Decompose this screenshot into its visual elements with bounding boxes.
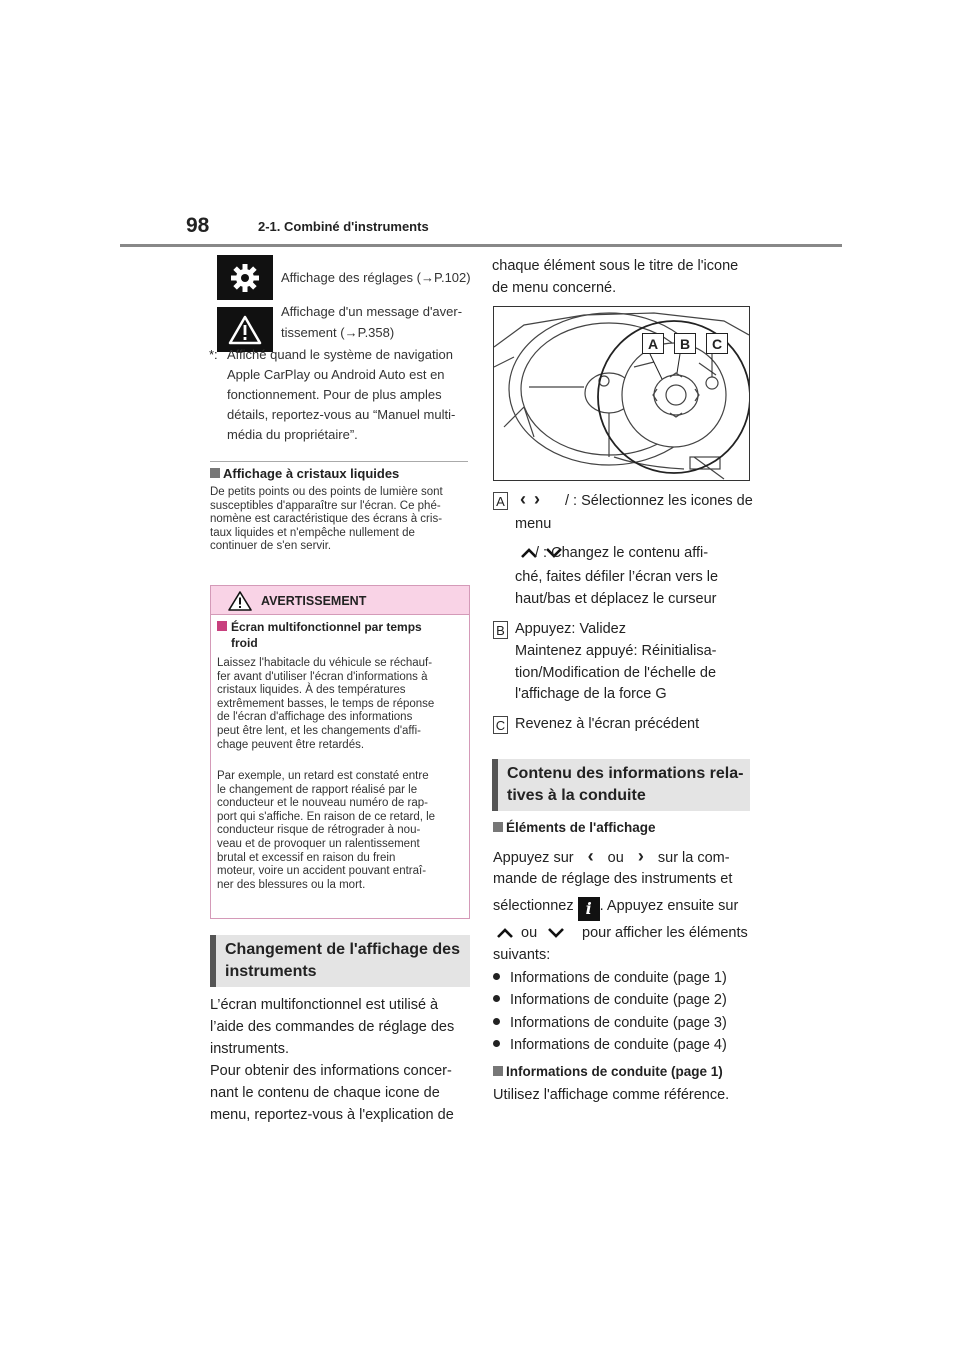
- text-line: Appuyez sur: [493, 850, 574, 866]
- footnote-line: média du propriétaire”.: [227, 427, 358, 442]
- legend-a-text: menu: [515, 516, 552, 532]
- text-line: peut être lent, et les changements d'affi-: [217, 724, 421, 737]
- text-line: veau et de provoquer un ralentissement: [217, 837, 420, 850]
- text-line: taux liquides et n'empêche nullement de: [210, 526, 415, 539]
- warning-subtitle: [217, 620, 422, 651]
- square-bullet-icon: [493, 822, 503, 832]
- text-line: fer avant d'utiliser l'écran d'informations à: [217, 670, 428, 683]
- text-line: l’aide des commandes de réglage des: [210, 1018, 455, 1035]
- text-line: brutal et excessif en raison du frein: [217, 851, 396, 864]
- label-c: C: [493, 716, 508, 734]
- footnote-line: Affiché quand le système de navigation: [227, 347, 453, 362]
- square-bullet-icon: [217, 621, 227, 631]
- footnote-line: fonctionnement. Pour de plus amples: [227, 387, 442, 402]
- page1-text: Utilisez l'affichage comme référence.: [493, 1087, 730, 1103]
- bullet-icon: [493, 1018, 500, 1025]
- text-line: Maintenez appuyé: Réinitialisa-: [515, 642, 717, 659]
- text-line: Laissez l'habitacle du véhicule se réchauf-: [217, 657, 433, 669]
- text-line: tissement (→P.358): [281, 325, 395, 340]
- legend-a-text: [535, 543, 708, 565]
- page1-heading: [493, 1064, 723, 1079]
- footnote-marker: *:: [209, 347, 218, 362]
- list-item: [493, 990, 727, 1012]
- chevron-right-icon: ›: [637, 846, 644, 866]
- paragraph: [210, 995, 454, 1060]
- bullet-list: [493, 968, 727, 1057]
- figure-label-a: A: [642, 333, 664, 354]
- footnote-line: détails, reportez-vous au “Manuel multi-: [227, 407, 456, 422]
- bullet-icon: [493, 995, 500, 1002]
- page1-title: Informations de conduite (page 1): [506, 1064, 723, 1079]
- list-item: [493, 968, 727, 990]
- warning-label: AVERTISSEMENT: [261, 594, 367, 608]
- section-heading: [210, 935, 470, 987]
- chevron-left-icon: ‹: [587, 846, 594, 866]
- chevron-right-icon: ›: [534, 489, 541, 509]
- text-line: l'affichage de la force G: [515, 686, 667, 703]
- text-line: le changement de rapport réalisé par le: [217, 783, 418, 796]
- lcd-title: Affichage à cristaux liquides: [223, 466, 400, 481]
- elements-line: mande de réglage des instruments et: [493, 871, 733, 887]
- text-line: moteur, voire un accident pouvant entraî-: [217, 865, 427, 878]
- square-bullet-icon: [210, 468, 220, 478]
- list-item-text: Informations de conduite (page 3): [510, 1014, 727, 1031]
- chevron-up-icon: [496, 926, 514, 944]
- label-b: B: [493, 621, 508, 639]
- text-line: . Appuyez ensuite sur: [599, 898, 739, 914]
- elements-line: [493, 896, 738, 921]
- settings-display-text: Affichage des réglages (→P.102): [281, 270, 471, 285]
- heading-line: instruments: [225, 963, 317, 980]
- legend-a-text: / : Sélectionnez les icones de: [565, 493, 753, 509]
- chevron-down-icon: [547, 926, 565, 944]
- text-line: conducteur et le nouveau numéro de rap-: [217, 797, 428, 810]
- list-item-text: Informations de conduite (page 1): [510, 970, 727, 986]
- heading-line: tives à la conduite: [507, 787, 646, 804]
- text-line: Pour obtenir des informations concer-: [210, 1063, 452, 1079]
- heading-line: Contenu des informations rela-: [507, 765, 744, 782]
- list-item: [493, 1035, 727, 1057]
- text-line: port qui s'affiche. En raison de ce retard, le: [217, 810, 436, 823]
- text-line: Par exemple, un retard est constaté entre: [217, 770, 429, 782]
- text-line: De petits points ou des points de lumière sont: [210, 486, 443, 498]
- bullet-icon: [493, 973, 500, 980]
- figure-label-b: B: [674, 333, 696, 354]
- text-line: conducteur risque de rétrograder à nou-: [217, 824, 421, 837]
- text-line: chage peuvent être retardés.: [217, 738, 365, 751]
- text-line: sélectionnez: [493, 898, 574, 914]
- warning-header: [211, 586, 469, 615]
- text-line: tion/Modification de l'échelle de: [515, 664, 717, 681]
- text-line: extrêmement basses, le temps de réponse: [217, 697, 435, 710]
- elements-line: pour afficher les éléments: [582, 925, 748, 941]
- warning-message-text: [281, 301, 462, 343]
- legend-c-text: Revenez à l'écran précédent: [515, 716, 700, 732]
- warning-box: [210, 585, 470, 919]
- text-line: L’écran multifonctionnel est utilisé à: [210, 997, 439, 1013]
- text-line: de menu concerné.: [492, 279, 617, 296]
- footnote: [227, 345, 455, 445]
- text-line: Écran multifonctionnel par temps: [231, 620, 422, 634]
- text-line: / : Changez le contenu affi-: [535, 545, 709, 561]
- section-title: 2-1. Combiné d'instruments: [258, 219, 429, 234]
- info-icon: i: [578, 897, 600, 921]
- divider: [210, 461, 468, 462]
- text-line: nant le contenu de chaque icone de: [210, 1084, 440, 1101]
- elements-heading: [493, 820, 656, 835]
- warning-triangle-icon: [228, 591, 252, 616]
- lcd-heading: [210, 466, 399, 481]
- list-item: [493, 1013, 727, 1035]
- list-item-text: Informations de conduite (page 2): [510, 992, 727, 1009]
- elements-line: ou: [521, 925, 538, 941]
- header-rule: [120, 244, 842, 247]
- legend-a-text: ché, faites défiler l’écran vers le: [515, 569, 719, 585]
- heading-line: Changement de l'affichage des: [225, 941, 460, 958]
- page-number: 98: [186, 214, 210, 237]
- text-line: ner des blessures ou la mort.: [217, 878, 366, 891]
- text-line: chaque élément sous le titre de l'icone: [492, 258, 739, 274]
- text-line: ou: [607, 850, 624, 866]
- warning-paragraph: [217, 657, 469, 752]
- label-a: A: [493, 492, 508, 510]
- legend-a-line: [520, 489, 540, 513]
- text-line: nomène est caractéristique des écrans à cris-: [210, 513, 443, 526]
- figure-label-c: C: [706, 333, 728, 354]
- lcd-text: [210, 486, 472, 554]
- legend-b: [515, 619, 717, 706]
- paragraph: [210, 1061, 454, 1126]
- text-line: menu, reportez-vous à l'explication de: [210, 1106, 454, 1123]
- footnote-line: Apple CarPlay ou Android Auto est en: [227, 367, 445, 382]
- section-heading: [492, 759, 750, 811]
- text-line: Affichage d'un message d'aver-: [281, 304, 463, 319]
- legend-a-text: haut/bas et déplacez le curseur: [515, 591, 717, 607]
- text-line: froid: [231, 635, 258, 650]
- text-line: cristaux liquides. À des températures: [217, 684, 406, 697]
- steering-wheel-figure: [493, 306, 750, 481]
- elements-title: Éléments de l'affichage: [506, 820, 656, 835]
- square-bullet-icon: [493, 1066, 503, 1076]
- warning-paragraph: [217, 770, 469, 892]
- text-line: de l'écran d'affichage des informations: [217, 711, 413, 724]
- text-line: sur la com-: [657, 850, 730, 866]
- list-item-text: Informations de conduite (page 4): [510, 1037, 727, 1054]
- text-line: Appuyez: Validez: [515, 621, 626, 637]
- paragraph: [492, 256, 738, 300]
- text-line: continuer de s'en servir.: [210, 540, 332, 553]
- elements-line: suivants:: [493, 947, 551, 963]
- elements-line: [493, 846, 753, 870]
- text-line: instruments.: [210, 1040, 289, 1057]
- bullet-icon: [493, 1040, 500, 1047]
- gear-icon: [217, 255, 273, 300]
- chevron-left-icon: ‹: [520, 489, 526, 509]
- text-line: susceptibles d'apparaître sur l'écran. Ce phé-: [210, 499, 441, 512]
